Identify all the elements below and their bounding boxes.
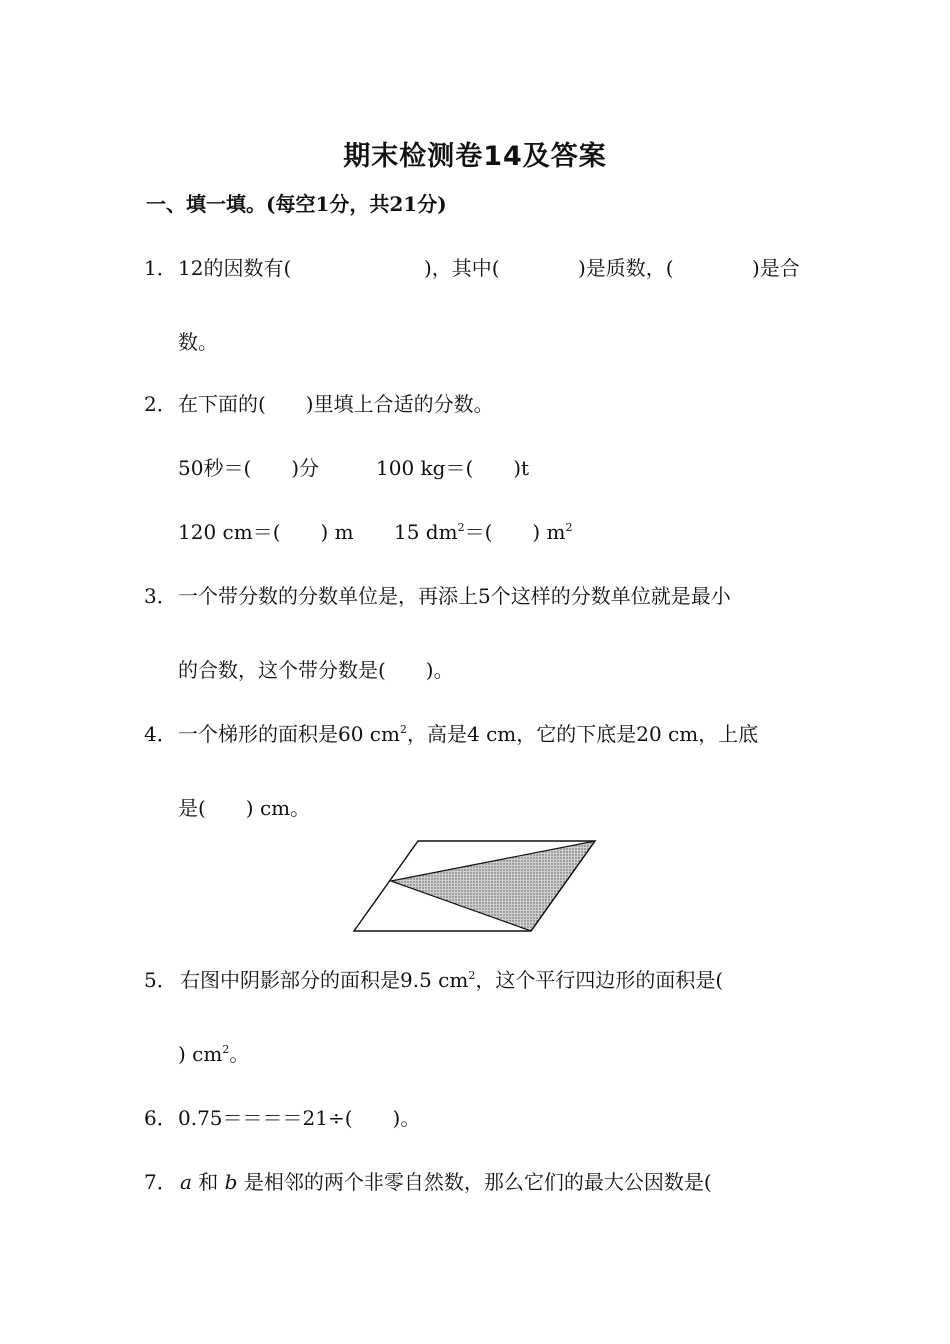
question-6-text: 0.75＝＝＝＝21÷( )。 [178,1106,421,1130]
question-2-row1-a: 50秒＝( )分 [178,456,320,480]
question-7-text: a 和 b 是相邻的两个非零自然数，那么它们的最大公因数是( [180,1170,712,1194]
question-3-number: 3． [144,584,177,608]
question-4-number: 4． [144,722,177,746]
question-1-number: 1． [144,256,177,280]
question-2-row2-b: 15 $dm^2=$( ) $m^2$ [394,520,573,544]
question-2-text: 在下面的( )里填上合适的分数。 [178,392,494,416]
shaded-triangle [391,841,595,931]
question-4-continuation: 是( ) cm。 [178,796,311,820]
page-title: 期末检测卷14及答案 [343,141,607,172]
question-1-text-d: )是合 [752,256,800,280]
question-6-number: 6． [144,1106,177,1130]
question-2-number: 2． [144,392,177,416]
question-4-text: 一个梯形的面积是60 $cm^2$，高是4 cm，它的下底是20 cm，上底 [178,722,759,746]
question-2-row2-a: 120 cm＝( ) m [178,520,354,544]
question-1-text-a: 12的因数有( [178,256,292,280]
question-7-number: 7． [144,1170,177,1194]
parallelogram-figure [350,836,602,936]
question-1-text-c: )是质数，( [578,256,674,280]
section-heading: 一、填一填。(每空1分，共21分) [146,192,447,216]
question-1-text-b: )，其中( [424,256,500,280]
question-5-continuation: ) $cm^2$。 [178,1042,250,1066]
question-2-row1-b: 100 kg＝( )t [376,456,530,480]
question-5-text: 右图中阴影部分的面积是9.5 $cm^2$，这个平行四边形的面积是( [180,968,724,992]
question-3-text: 一个带分数的分数单位是，再添上5个这样的分数单位就是最小 [178,584,731,608]
question-1-continuation: 数。 [178,330,218,354]
question-3-continuation: 的合数，这个带分数是( )。 [178,658,454,682]
question-5-number: 5． [144,968,177,992]
